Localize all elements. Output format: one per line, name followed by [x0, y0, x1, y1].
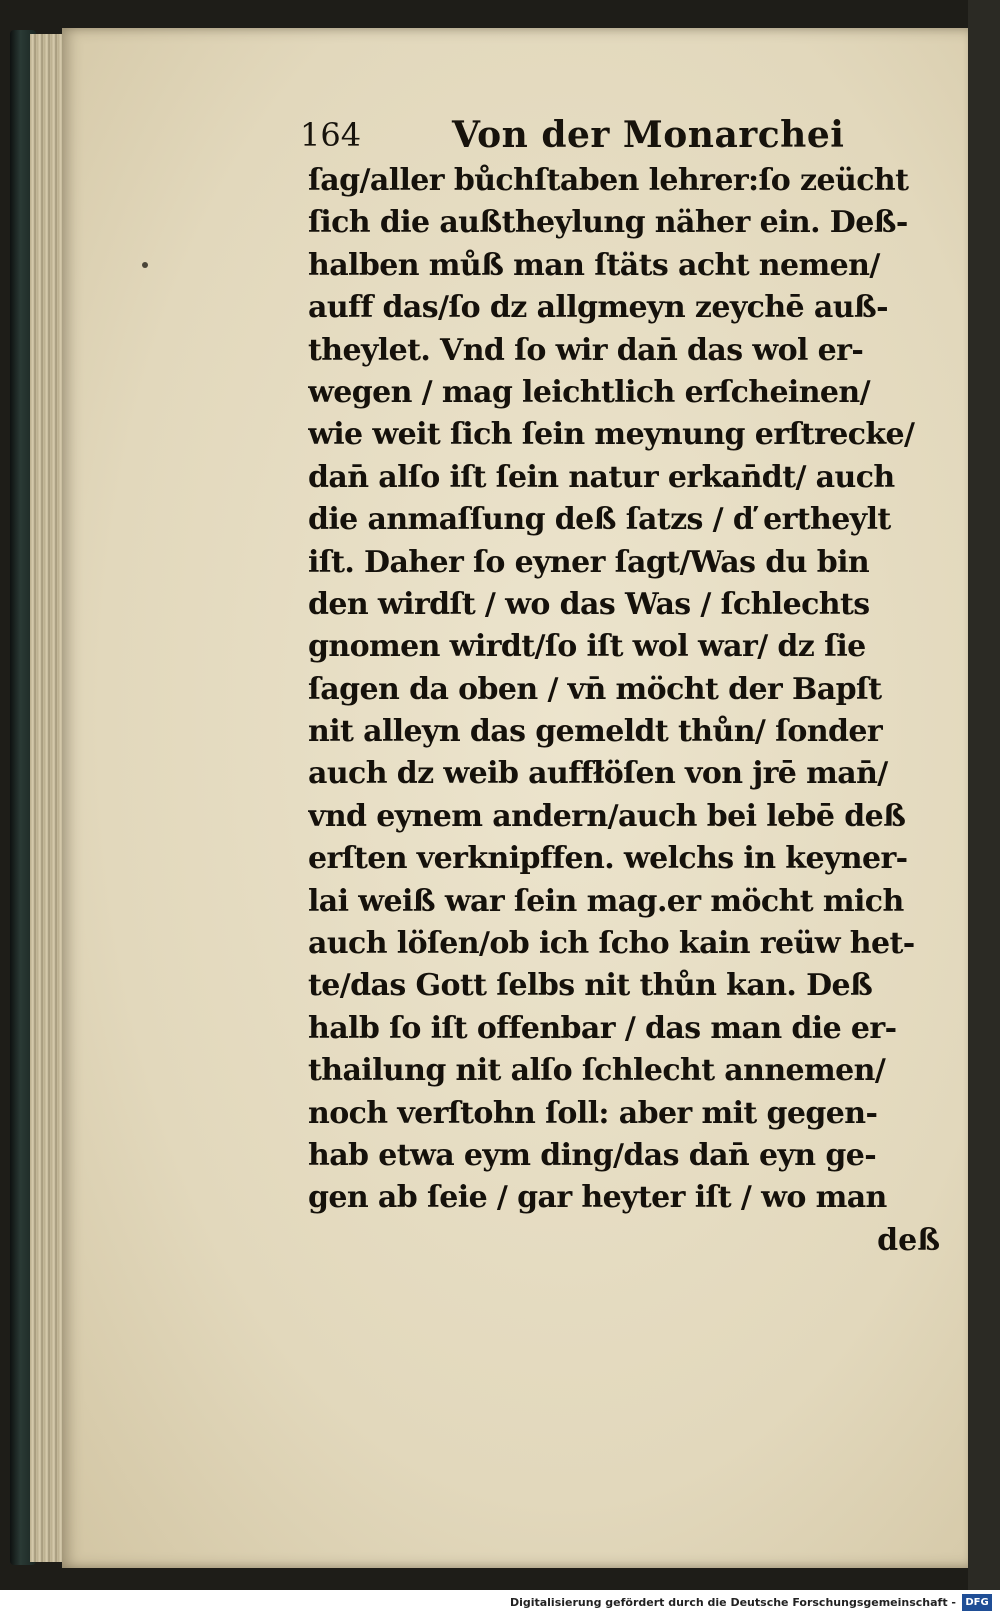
text-line: iſt. Daher ſo eyner ſagt/Was du bin	[308, 544, 870, 580]
text-line: wegen / mag leichtlich erſcheinen/	[308, 374, 870, 410]
text-line: gnomen wirdt/ſo iſt wol war/ dz ſie	[308, 629, 866, 665]
page-number: 164	[300, 116, 362, 154]
text-line: erſten verknipffen. welchs in keyner-	[308, 841, 908, 877]
text-line: auch dz weib auffłöſen von jrē man̄/	[308, 756, 888, 792]
text-line: den wirdſt / wo das Was / ſchlechts	[308, 586, 870, 622]
text-line: auch löſen/ob ich ſcho kain reüw het-	[308, 926, 915, 962]
body-text	[308, 160, 938, 1220]
text-line: nit alleyn das gemeldt thůn/ ſonder	[308, 714, 883, 750]
text-line: theylet. Vnd ſo wir dan̄ das wol er-	[308, 332, 864, 368]
text-line: ſagen da oben / vn̄ möcht der Bapſt	[308, 671, 882, 707]
text-line: thailung nit alſo ſchlecht annemen/	[308, 1053, 886, 1089]
footer-bar	[0, 1590, 1000, 1616]
text-line: noch verſtohn ſoll: aber mit gegen-	[308, 1095, 878, 1131]
text-line: ſich die außtheylung näher ein. Deß-	[308, 205, 908, 241]
text-line: vnd eynem andern/auch bei lebē deß	[308, 798, 906, 834]
dfg-logo-icon: DFG	[962, 1594, 992, 1611]
page-stack-edge	[30, 34, 65, 1562]
catchword: deß	[877, 1223, 940, 1258]
text-line: wie weit ſich ſein meynung erſtrecke/	[308, 417, 915, 453]
text-line: te/das Gott ſelbs nit thůn kan. Deß	[308, 968, 873, 1004]
text-line: halben můß man ſtäts acht nemen/	[308, 247, 880, 283]
margin-mark	[142, 262, 148, 268]
text-line: auff das/ſo dz allgmeyn zeychē auß-	[308, 290, 888, 326]
text-line: gen ab ſeie / gar heyter iſt / wo man	[308, 1180, 887, 1216]
text-line: halb ſo iſt offenbar / das man die er-	[308, 1010, 897, 1046]
running-title: Von der Monarchei	[452, 114, 845, 156]
page-header	[300, 112, 940, 158]
text-line: die anmaſſung deß ſatzs / ď ertheylt	[308, 502, 891, 538]
text-line: ſag/aller bůchſtaben lehrer:ſo zeücht	[308, 163, 909, 198]
text-line: lai weiß war ſein mag.er möcht mich	[308, 883, 904, 919]
text-line: hab etwa eym ding/das dan̄ eyn ge-	[308, 1137, 877, 1173]
text-line: dan̄ alſo iſt ſein natur erkan̄dt/ auch	[308, 459, 895, 495]
footer-credit: Digitalisierung gefördert durch die Deutsche Forschungsgemeinschaft -	[509, 1596, 956, 1609]
right-scan-edge	[968, 0, 1000, 1590]
